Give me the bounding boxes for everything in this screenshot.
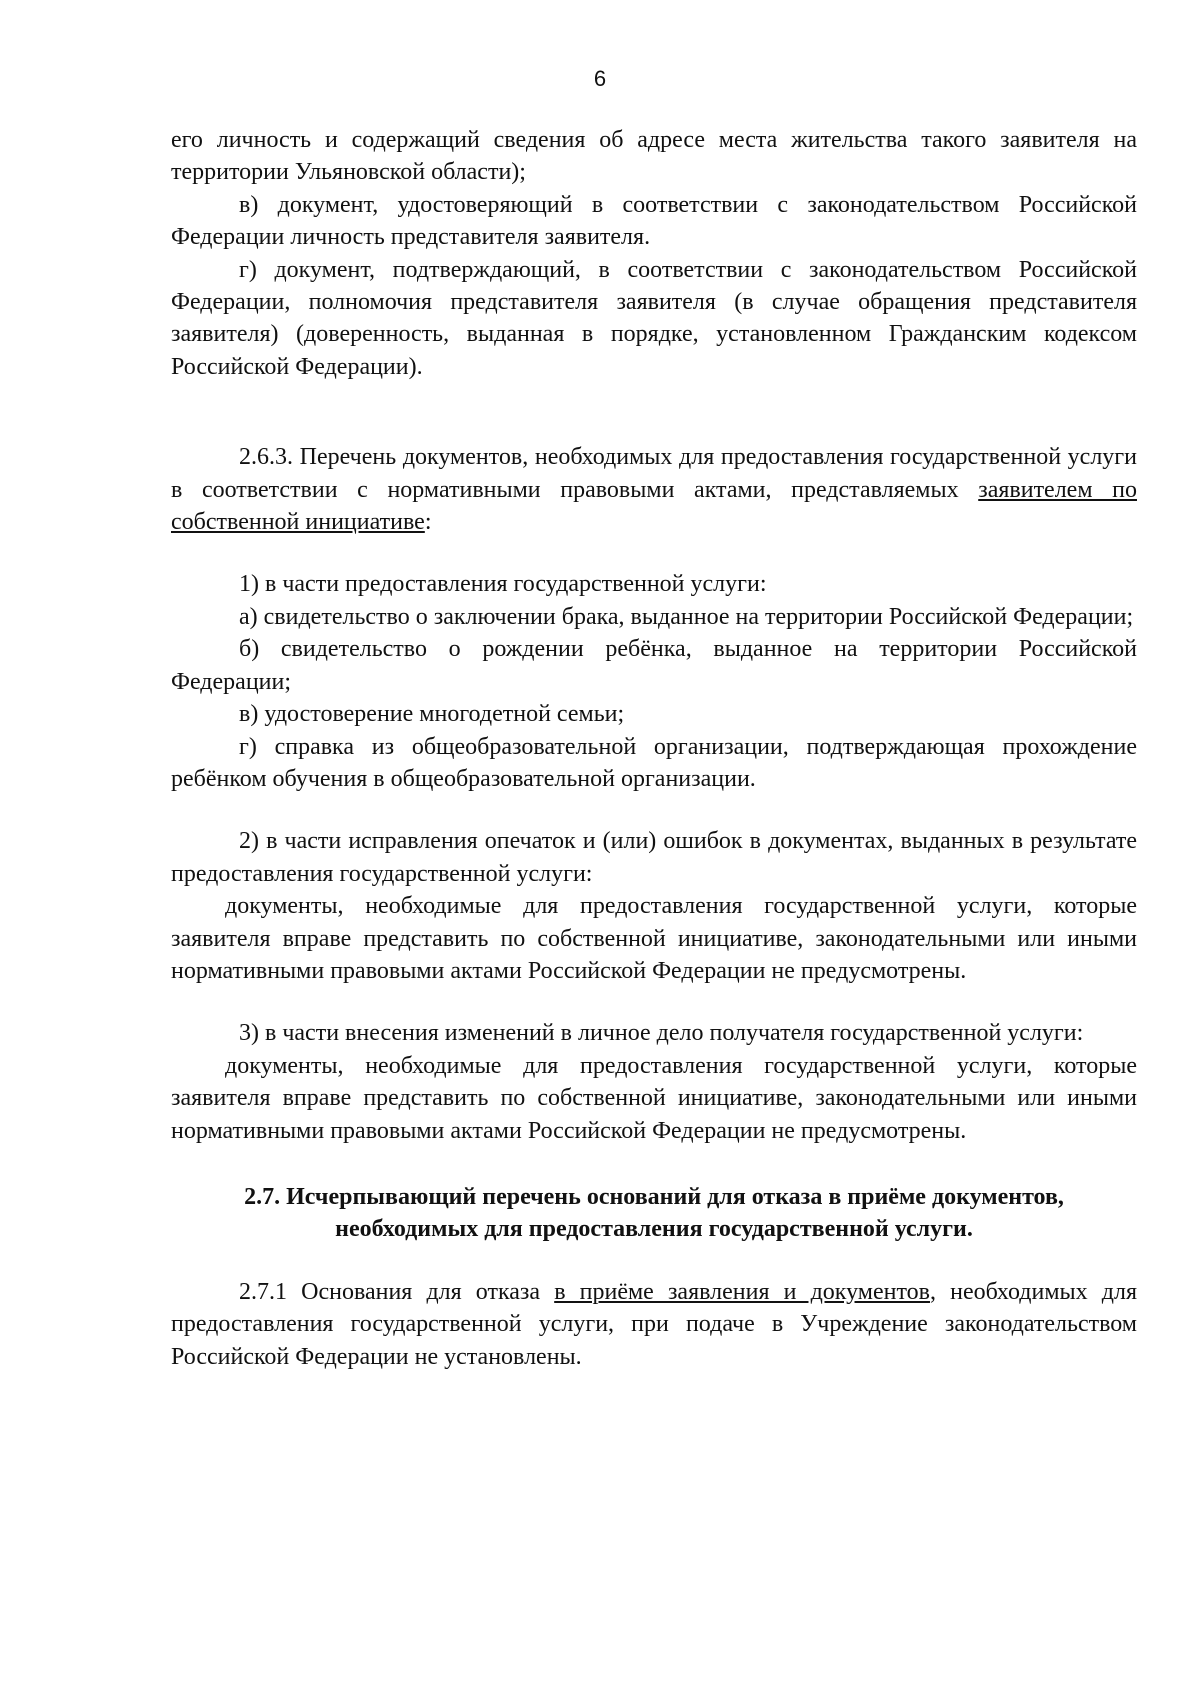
document-body [171,124,1137,1373]
list-item-b: б) свидетельство о рождении ребёнка, выданное на территории Российской Федерации; [171,636,1137,695]
list-item-v: в) удостоверение многодетной семьи; [239,701,625,728]
page-number: 6 [593,66,607,91]
section-heading-line-1: 2.7. Исчерпывающий перечень оснований для отказа в приёме документов, [244,1183,1064,1210]
list-heading-1: 1) в части предоставления государственной услуги: [239,571,767,598]
paragraph-2-6-3-text: 2.6.3. Перечень документов, необходимых для предоставления государственной услуги в соответствии с нормативными правовыми актами, представляемых [171,444,1137,503]
paragraph-2-7-1-text: 2.7.1 Основания для отказа [239,1278,555,1305]
paragraph-2-7-1 [171,1276,1137,1373]
list-item-a: а) свидетельство о заключении брака, выданное на территории Российской Федерации; [239,603,1134,630]
list-heading-3: 3) в части внесения изменений в личное дело получателя государственной услуги: [239,1020,1084,1047]
paragraph-item-v: в) документ, удостоверяющий в соответствии с законодательством Российской Федерации личность представителя заявителя. [171,191,1137,251]
paragraph-documents-3: документы, необходимые для предоставления государственной услуги, которые заявителя вправе представить по собственной инициативе, законодательными или иными нормативными правовыми актами Российской Федерации не предусмотрены. [171,1052,1137,1144]
paragraph-2-7-1-underlined: в приёме заявления и документов [554,1278,930,1305]
list-heading-2: 2) в части исправления опечаток и (или) ошибок в документах, выданных в результате предоставления государственной услуги: [171,828,1137,887]
paragraph-continuation: его личность и содержащий сведения об адресе места жительства такого заявителя на территории Ульяновской области); [171,127,1137,186]
paragraph-2-7-1-end: , необходимых для предоставления государственной услуги, при подаче в Учреждение законодательством Российской Федерации не установлены. [171,1278,1138,1370]
paragraph-2-6-3-underlined: заявителем по собственной инициативе [171,476,1137,536]
paragraph-2-6-3-end: : [424,509,432,536]
paragraph-item-g: г) документ, подтверждающий, в соответствии с законодательством Российской Федерации, полномочия представителя заявителя (в случае обращения представителя заявителя) (доверенность, выданная в порядке, установленном Гражданским кодексом Российской Федерации). [171,256,1137,380]
paragraph-documents-2: документы, необходимые для предоставления государственной услуги, которые заявителя вправе представить по собственной инициативе, законодательными или иными нормативными правовыми актами Российской Федерации не предусмотрены. [171,893,1137,984]
section-heading-2-7 [171,1181,1137,1246]
list-item-g: г) справка из общеобразовательной организации, подтверждающая прохождение ребёнком обучения в общеобразовательной организации. [171,733,1137,792]
paragraph-2-6-3 [171,441,1137,538]
section-heading-line-2: необходимых для предоставления государственной услуги. [335,1216,973,1243]
